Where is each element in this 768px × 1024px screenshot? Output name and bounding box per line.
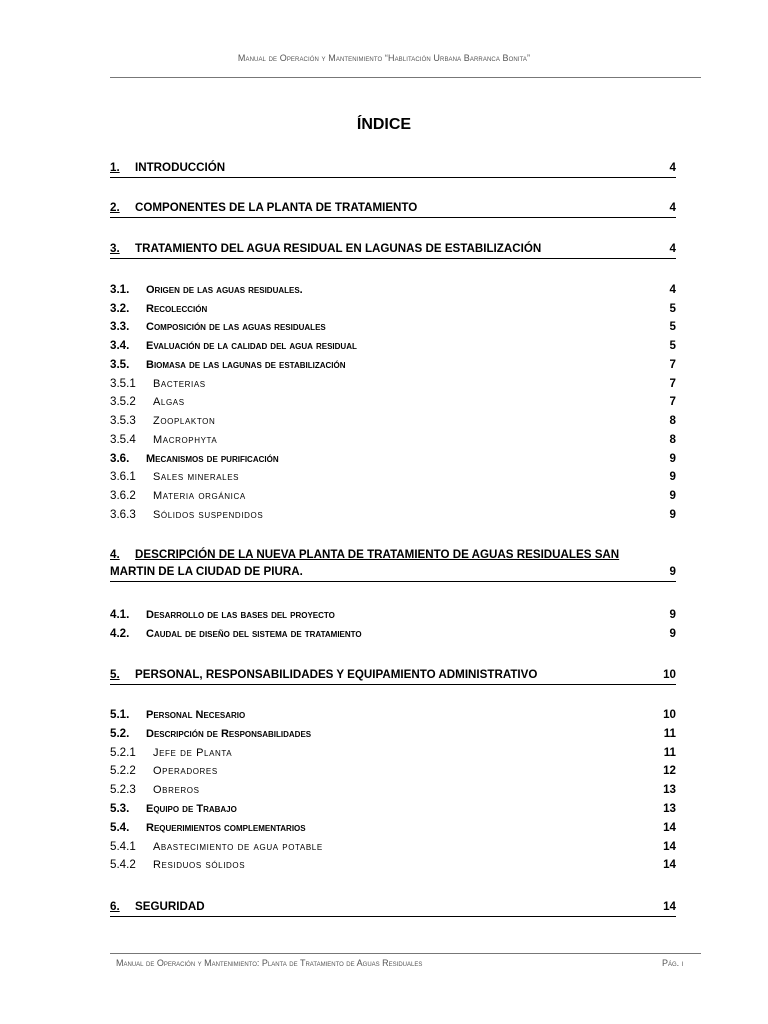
toc-page: 9 [669, 470, 676, 483]
page-header: Manual de Operación y Mantenimiento “Hablitación Urbana Barranca Bonita” [237, 53, 531, 63]
toc-entry-3-6-2[interactable] [110, 488, 676, 504]
toc-text: Algas [153, 396, 185, 408]
footer-rule [110, 953, 701, 954]
toc-page: 9 [669, 489, 676, 502]
toc-entry-4-1[interactable] [110, 607, 676, 623]
toc-page: 9 [669, 452, 676, 465]
toc-text: Desarrollo de las bases del proyecto [146, 609, 335, 621]
toc-entry-3-5-4[interactable] [110, 432, 676, 448]
toc-page: 5 [669, 302, 676, 315]
page-number: Pág. i [662, 958, 684, 968]
toc-entry-3-4[interactable] [110, 338, 676, 354]
toc-text: Composición de las aguas residuales [146, 321, 326, 333]
toc-title: ÍNDICE [356, 116, 412, 133]
toc-number: 5.4.1 [110, 840, 136, 853]
toc-page: 13 [663, 802, 676, 815]
toc-page: 4 [669, 242, 676, 255]
toc-number: 3.5.4 [110, 433, 136, 446]
toc-number: 3.2. [110, 302, 130, 315]
toc-page: 14 [663, 900, 676, 913]
toc-entry-5-4-1[interactable] [110, 839, 676, 855]
toc-text: Abastecimiento de agua potable [153, 841, 323, 853]
toc-text: Obreros [153, 784, 200, 796]
toc-page: 11 [663, 727, 676, 740]
toc-text: DESCRIPCIÓN DE LA NUEVA PLANTA DE TRATAMIENTO DE AGUAS RESIDUALES SAN [135, 548, 620, 561]
toc-text: Recolección [146, 303, 208, 315]
toc-number: 5.2. [110, 727, 130, 740]
toc-text: Evaluación de la calidad del agua residual [146, 340, 357, 352]
toc-number: 2. [110, 201, 120, 214]
toc-number: 3.6.3 [110, 508, 136, 521]
toc-number: 3.6. [110, 452, 130, 465]
toc-entry-4-2[interactable] [110, 626, 676, 642]
toc-number: 5.2.1 [110, 746, 136, 759]
toc-text: PERSONAL, RESPONSABILIDADES Y EQUIPAMIENTO ADMINISTRATIVO [135, 668, 538, 681]
toc-entry-3-6-3[interactable] [110, 507, 676, 523]
toc-page: 11 [663, 746, 676, 759]
toc-text: TRATAMIENTO DEL AGUA RESIDUAL EN LAGUNAS DE ESTABILIZACIÓN [135, 242, 542, 255]
toc-page: 8 [669, 414, 676, 427]
toc-page: 9 [669, 627, 676, 640]
toc-entry-3-6[interactable] [110, 451, 676, 467]
toc-page: 5 [669, 320, 676, 333]
toc-number: 4. [110, 548, 120, 561]
toc-text: Mecanismos de purificación [146, 453, 279, 465]
toc-text: Sólidos suspendidos [153, 509, 264, 521]
toc-entry-3-3[interactable] [110, 319, 676, 335]
page-footer: Manual de Operación y Mantenimiento: Planta de Tratamiento de Aguas Residuales [116, 958, 423, 968]
toc-text: Bacterias [153, 378, 206, 390]
toc-number: 5.2.2 [110, 764, 136, 777]
toc-entry-2[interactable] [110, 200, 676, 218]
toc-text: Biomasa de las lagunas de estabilización [146, 359, 346, 371]
toc-entry-5[interactable] [110, 667, 676, 685]
toc-text: COMPONENTES DE LA PLANTA DE TRATAMIENTO [135, 201, 418, 214]
toc-text: Materia orgánica [153, 490, 246, 502]
toc-entry-6[interactable] [110, 899, 676, 917]
toc-number: 3.3. [110, 320, 130, 333]
toc-text: Sales minerales [153, 471, 240, 483]
toc-text: Equipo de Trabajo [146, 803, 237, 815]
toc-number: 3. [110, 242, 120, 255]
toc-text: Requerimientos complementarios [146, 822, 306, 834]
toc-page: 14 [663, 821, 676, 834]
toc-number: 6. [110, 900, 120, 913]
toc-entry-5-2[interactable] [110, 726, 676, 742]
toc-entry-3[interactable] [110, 241, 676, 259]
toc-text-continued: MARTIN DE LA CIUDAD DE PIURA. [110, 565, 303, 578]
toc-entry-3-5-2[interactable] [110, 394, 676, 410]
toc-number: 3.5. [110, 358, 130, 371]
toc-number: 5.4.2 [110, 858, 136, 871]
toc-number: 5.4. [110, 821, 130, 834]
toc-text: Jefe de Planta [153, 747, 233, 759]
toc-page: 4 [669, 161, 676, 174]
toc-page: 4 [669, 201, 676, 214]
toc-entry-5-4[interactable] [110, 820, 676, 836]
toc-number: 1. [110, 161, 120, 174]
toc-number: 3.1. [110, 283, 130, 296]
toc-page: 9 [669, 608, 676, 621]
toc-text: SEGURIDAD [135, 900, 205, 913]
toc-page: 7 [669, 395, 676, 408]
toc-page: 14 [663, 840, 676, 853]
toc-entry-3-5-1[interactable] [110, 376, 676, 392]
toc-text: INTRODUCCIÓN [135, 161, 226, 174]
toc-number: 3.5.3 [110, 414, 136, 427]
toc-page: 13 [663, 783, 676, 796]
toc-number: 5.2.3 [110, 783, 136, 796]
toc-text: Personal Necesario [146, 709, 246, 721]
toc-number: 5.1. [110, 708, 130, 721]
toc-entry-3-5-3[interactable] [110, 413, 676, 429]
toc-number: 4.1. [110, 608, 130, 621]
toc-number: 5.3. [110, 802, 130, 815]
toc-entry-5-2-1[interactable] [110, 745, 676, 761]
toc-text: Zooplakton [153, 415, 216, 427]
toc-entry-5-2-3[interactable] [110, 782, 676, 798]
toc-page: 10 [663, 708, 676, 721]
header-rule [110, 77, 701, 78]
toc-page: 4 [669, 283, 676, 296]
toc-page: 14 [663, 858, 676, 871]
toc-page: 7 [669, 377, 676, 390]
toc-number: 3.5.1 [110, 377, 136, 390]
toc-page: 12 [663, 764, 676, 777]
toc-text: Operadores [153, 765, 218, 777]
toc-number: 3.5.2 [110, 395, 136, 408]
toc-page: 9 [669, 565, 676, 578]
toc-number: 3.4. [110, 339, 130, 352]
toc-number: 5. [110, 668, 120, 681]
toc-number: 3.6.1 [110, 470, 136, 483]
toc-page: 7 [669, 358, 676, 371]
toc-entry-5-1[interactable] [110, 707, 676, 723]
toc-entry-3-1[interactable] [110, 282, 676, 298]
toc-text: Caudal de diseño del sistema de tratamiento [146, 628, 362, 640]
toc-entry-1[interactable] [110, 160, 676, 178]
toc-number: 4.2. [110, 627, 130, 640]
toc-entry-3-2[interactable] [110, 301, 676, 317]
toc-entry-3-5[interactable] [110, 357, 676, 373]
toc-entry-5-3[interactable] [110, 801, 676, 817]
toc-text: Origen de las aguas residuales. [146, 284, 303, 296]
toc-entry-5-2-2[interactable] [110, 763, 676, 779]
toc-page: 8 [669, 433, 676, 446]
toc-text: Descripción de Responsabilidades [146, 728, 312, 740]
toc-text: Macrophyta [153, 434, 218, 446]
toc-entry-3-6-1[interactable] [110, 469, 676, 485]
toc-text: Residuos sólidos [153, 859, 246, 871]
toc-entry-4[interactable] [110, 547, 676, 582]
toc-page: 5 [669, 339, 676, 352]
toc-page: 9 [669, 508, 676, 521]
toc-number: 3.6.2 [110, 489, 136, 502]
toc-entry-5-4-2[interactable] [110, 857, 676, 873]
toc-page: 10 [663, 668, 676, 681]
